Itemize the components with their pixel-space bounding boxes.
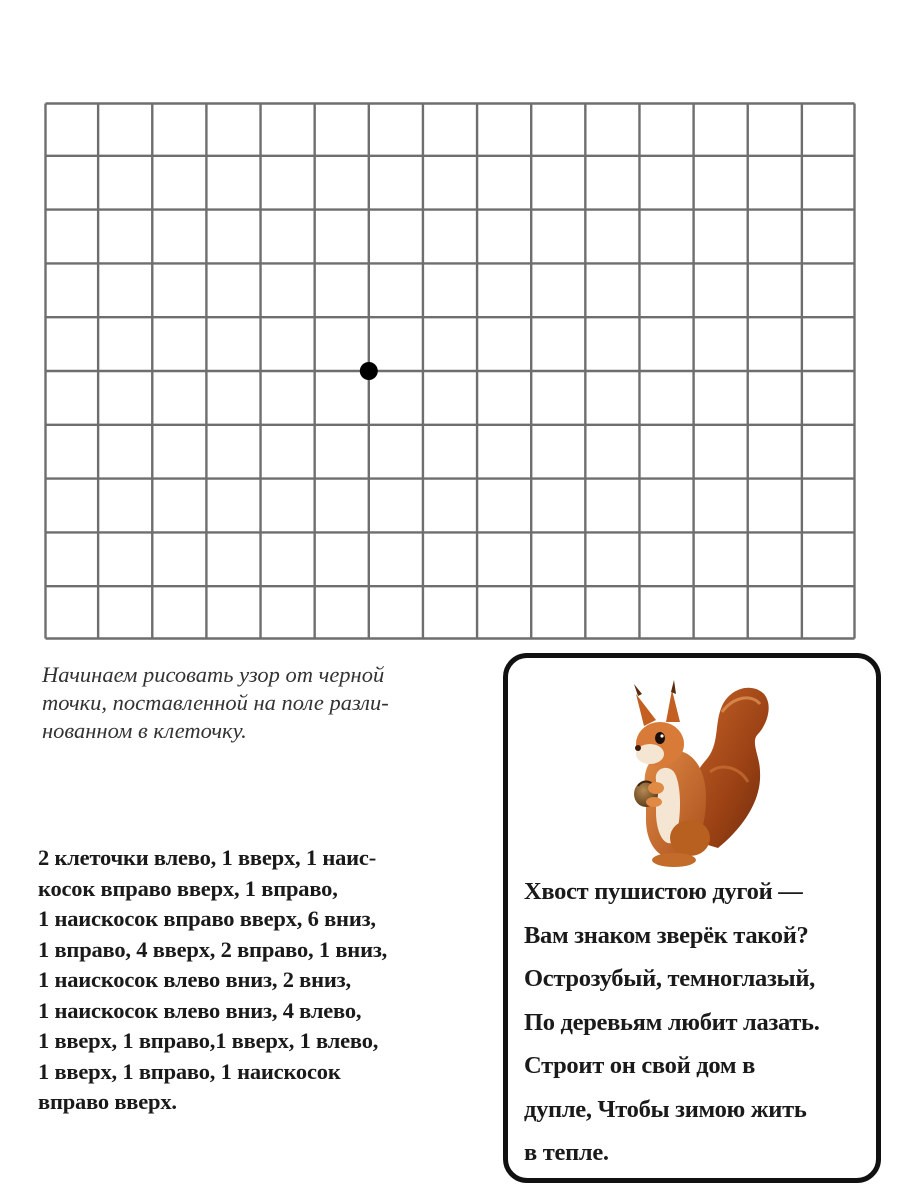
riddle-line: в тепле. bbox=[524, 1139, 609, 1166]
intro-line: точки, поставленной на поле разли- bbox=[42, 690, 389, 715]
instruction-line: 1 вправо, 4 вверх, 2 вправо, 1 вниз, bbox=[38, 936, 388, 962]
instruction-line: 2 клеточки влево, 1 вверх, 1 наис- bbox=[38, 845, 376, 870]
riddle-line: Вам знаком зверёк такой? bbox=[524, 921, 809, 949]
instruction-line: косок вправо вверх, 1 вправо, bbox=[38, 875, 338, 901]
drawing-grid bbox=[44, 102, 856, 640]
riddle-line: дупле, Чтобы зимою жить bbox=[524, 1095, 807, 1123]
instruction-line: 1 наискосок вправо вверх, 6 вниз, bbox=[38, 906, 376, 931]
drawing-instructions bbox=[38, 843, 488, 1118]
start-dot bbox=[360, 362, 378, 380]
intro-line: Начинаем рисовать узор от черной bbox=[42, 662, 385, 687]
riddle-line: Хвост пушистою дугой — bbox=[524, 878, 803, 905]
instruction-line: 1 вверх, 1 вправо,1 вверх, 1 влево, bbox=[38, 1028, 379, 1053]
riddle-poem bbox=[524, 870, 876, 1175]
riddle-line: Строит он свой дом в bbox=[524, 1052, 755, 1079]
grid-lines bbox=[44, 102, 856, 640]
riddle-card bbox=[503, 653, 881, 1183]
instruction-line: вправо вверх. bbox=[38, 1089, 177, 1114]
intro-text bbox=[42, 661, 482, 745]
instruction-line: 1 вверх, 1 вправо, 1 наискосок bbox=[38, 1058, 341, 1084]
riddle-line: По деревьям любит лазать. bbox=[524, 1008, 820, 1036]
instruction-line: 1 наискосок влево вниз, 4 влево, bbox=[38, 997, 362, 1023]
riddle-line: Острозубый, темноглазый, bbox=[524, 965, 815, 992]
intro-line: нованном в клеточку. bbox=[42, 718, 247, 743]
squirrel-illustration bbox=[610, 672, 770, 872]
instruction-line: 1 наискосок влево вниз, 2 вниз, bbox=[38, 967, 351, 992]
